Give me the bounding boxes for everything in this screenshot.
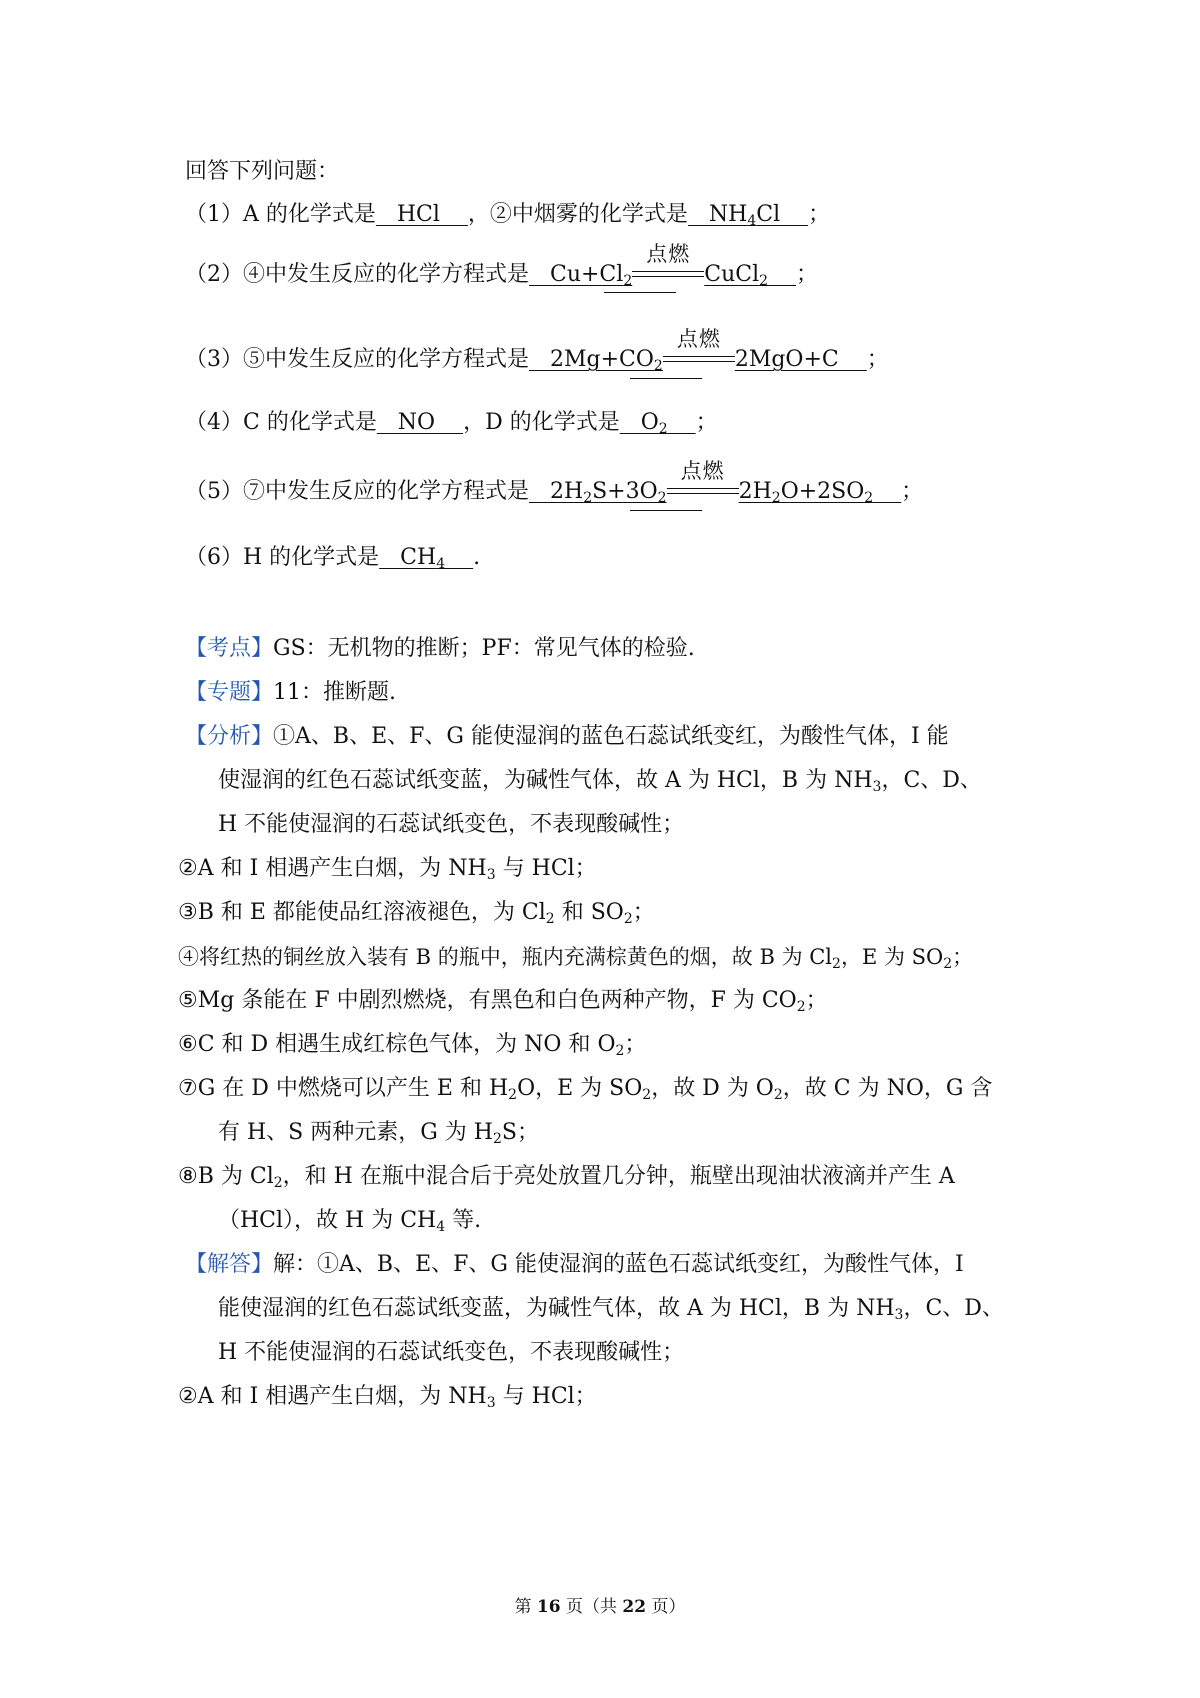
q5-equation-rhs: $2H_2O+2SO_2$	[738, 479, 874, 506]
question-5	[185, 459, 924, 513]
q3-condition: 点燃	[676, 327, 721, 351]
q6-text: H 的化学式是	[243, 545, 380, 570]
fenxi-point-6: ⑥C 和 D 相遇生成红棕色气体，为 NO 和 $O_2$；	[178, 1032, 647, 1059]
q2-text: ④中发生反应的化学方程式是	[243, 262, 530, 287]
q5-condition-sign	[667, 459, 739, 507]
jieda-line-2: 能使湿润的红色石蕊试纸变蓝，为碱性气体，故 A 为 HCl，B 为 $NH_3$，C、D、	[218, 1296, 1004, 1323]
q2-equation-rhs: CuCl$_2$	[704, 262, 769, 289]
jieda-point-2: ②A 和 I 相遇产生白烟，为 $NH_3$ 与 HCl；	[178, 1384, 597, 1411]
fenxi-line-2: 使湿润的红色石蕊试纸变蓝，为碱性气体，故 A 为 HCl，B 为 $NH_3$，C、D、	[218, 768, 982, 795]
fenxi-tag: 【分析】	[185, 724, 274, 749]
q4-end: ；	[695, 410, 718, 435]
q1-text-2: ，②中烟雾的化学式是	[467, 202, 688, 227]
fenxi-point-3: ③B 和 E 都能使品红溶液褪色，为 $Cl_2$ 和 $SO_2$；	[178, 900, 655, 927]
footer-pre: 第	[514, 1597, 537, 1617]
fenxi-point-2: ②A 和 I 相遇产生白烟，为 $NH_3$ 与 HCl；	[178, 856, 597, 883]
q4-answer-1: NO	[376, 410, 464, 435]
zhuanti-line	[185, 678, 396, 708]
q2-number: （2）	[185, 262, 243, 287]
q1-number: （1）	[185, 202, 243, 227]
fenxi-line-1	[185, 722, 949, 752]
question-3	[185, 327, 889, 381]
q6-answer: $CH_4$	[379, 545, 446, 572]
jieda-line-1	[185, 1250, 964, 1280]
q4-text-2: ，D 的化学式是	[463, 410, 620, 435]
q3-equation-rhs: 2MgO+C	[734, 347, 867, 372]
q3-equation-lhs: $2Mg+CO_2$	[529, 347, 663, 374]
kaodian-text: GS：无机物的推断；PF：常见气体的检验.	[273, 636, 695, 661]
q6-end: .	[473, 545, 481, 570]
footer-mid: 页（共	[560, 1597, 623, 1617]
footer-page-number: 16	[536, 1597, 561, 1617]
fenxi-point-8a: ⑧B 为 $Cl_2$，和 H 在瓶中混合后于亮处放置几分钟，瓶壁出现油状液滴并产生 A	[178, 1164, 955, 1191]
kaodian-line	[185, 634, 695, 664]
question-2	[185, 242, 819, 296]
q5-number: （5）	[185, 479, 243, 504]
fenxi-point-7b: 有 H、S 两种元素，G 为 $H_2S$；	[218, 1120, 539, 1147]
q1-text-1: A 的化学式是	[243, 202, 376, 227]
q3-answer-underline	[630, 378, 702, 379]
kaodian-tag: 【考点】	[185, 636, 274, 661]
q2-end: ；	[796, 262, 819, 287]
q5-condition: 点燃	[680, 459, 725, 483]
q5-end: ；	[901, 479, 924, 504]
q4-answer-2: $O_2$	[619, 410, 668, 437]
q1-answer-2: $NH_4Cl$	[687, 202, 809, 229]
q3-condition-sign	[663, 327, 735, 375]
footer-post: 页）	[646, 1597, 686, 1617]
fenxi-text-1: ①A、B、E、F、G 能使湿润的蓝色石蕊试纸变红，为酸性气体，I 能	[273, 724, 949, 749]
q5-text: ⑦中发生反应的化学方程式是	[243, 479, 530, 504]
q3-text: ⑤中发生反应的化学方程式是	[243, 347, 530, 372]
jieda-line-3: H 不能使湿润的石蕊试纸变色，不表现酸碱性；	[218, 1340, 685, 1365]
q3-end: ；	[866, 347, 889, 372]
fenxi-point-5: ⑤Mg 条能在 F 中剧烈燃烧，有黑色和白色两种产物，F 为 $CO_2$；	[178, 988, 828, 1015]
jieda-tag: 【解答】	[185, 1252, 274, 1277]
q5-equation-lhs: $2H_2S+3O_2$	[529, 479, 667, 506]
fenxi-point-4: ④将红热的铜丝放入装有 B 的瓶中，瓶内充满棕黄色的烟，故 B 为 $Cl_2$，E 为 $SO_2$；	[178, 945, 974, 972]
q4-text-1: C 的化学式是	[243, 410, 377, 435]
zhuanti-tag: 【专题】	[185, 680, 274, 705]
q2-condition-sign	[632, 242, 704, 290]
q2-answer-underline	[604, 292, 676, 293]
zhuanti-text: 11：推断题.	[273, 680, 397, 705]
page-footer	[0, 1592, 1200, 1617]
q6-number: （6）	[185, 545, 243, 570]
q1-end: ；	[808, 202, 831, 227]
fenxi-point-7a: ⑦G 在 D 中燃烧可以产生 E 和 $H_2O$，E 为 $SO_2$，故 D 为 $O_2$，故 C 为 NO，G 含	[178, 1076, 993, 1103]
q2-equation-lhs: $Cu+Cl_2$	[529, 262, 633, 289]
q4-number: （4）	[185, 410, 243, 435]
fenxi-line-3: H 不能使湿润的石蕊试纸变色，不表现酸碱性；	[218, 812, 685, 837]
footer-total-pages: 22	[622, 1597, 647, 1617]
q2-condition: 点燃	[646, 242, 691, 266]
question-4	[185, 408, 718, 444]
jieda-text-1: 解：①A、B、E、F、G 能使湿润的蓝色石蕊试纸变红，为酸性气体，I	[273, 1252, 964, 1277]
intro-text: 回答下列问题：	[185, 159, 340, 184]
question-1	[185, 200, 830, 236]
fenxi-point-8b: （HCl），故 H 为 $CH_4$ 等.	[218, 1208, 482, 1235]
q5-answer-underline	[630, 510, 702, 511]
q1-answer-1: HCl	[375, 202, 468, 227]
question-6	[185, 543, 480, 579]
q3-number: （3）	[185, 347, 243, 372]
